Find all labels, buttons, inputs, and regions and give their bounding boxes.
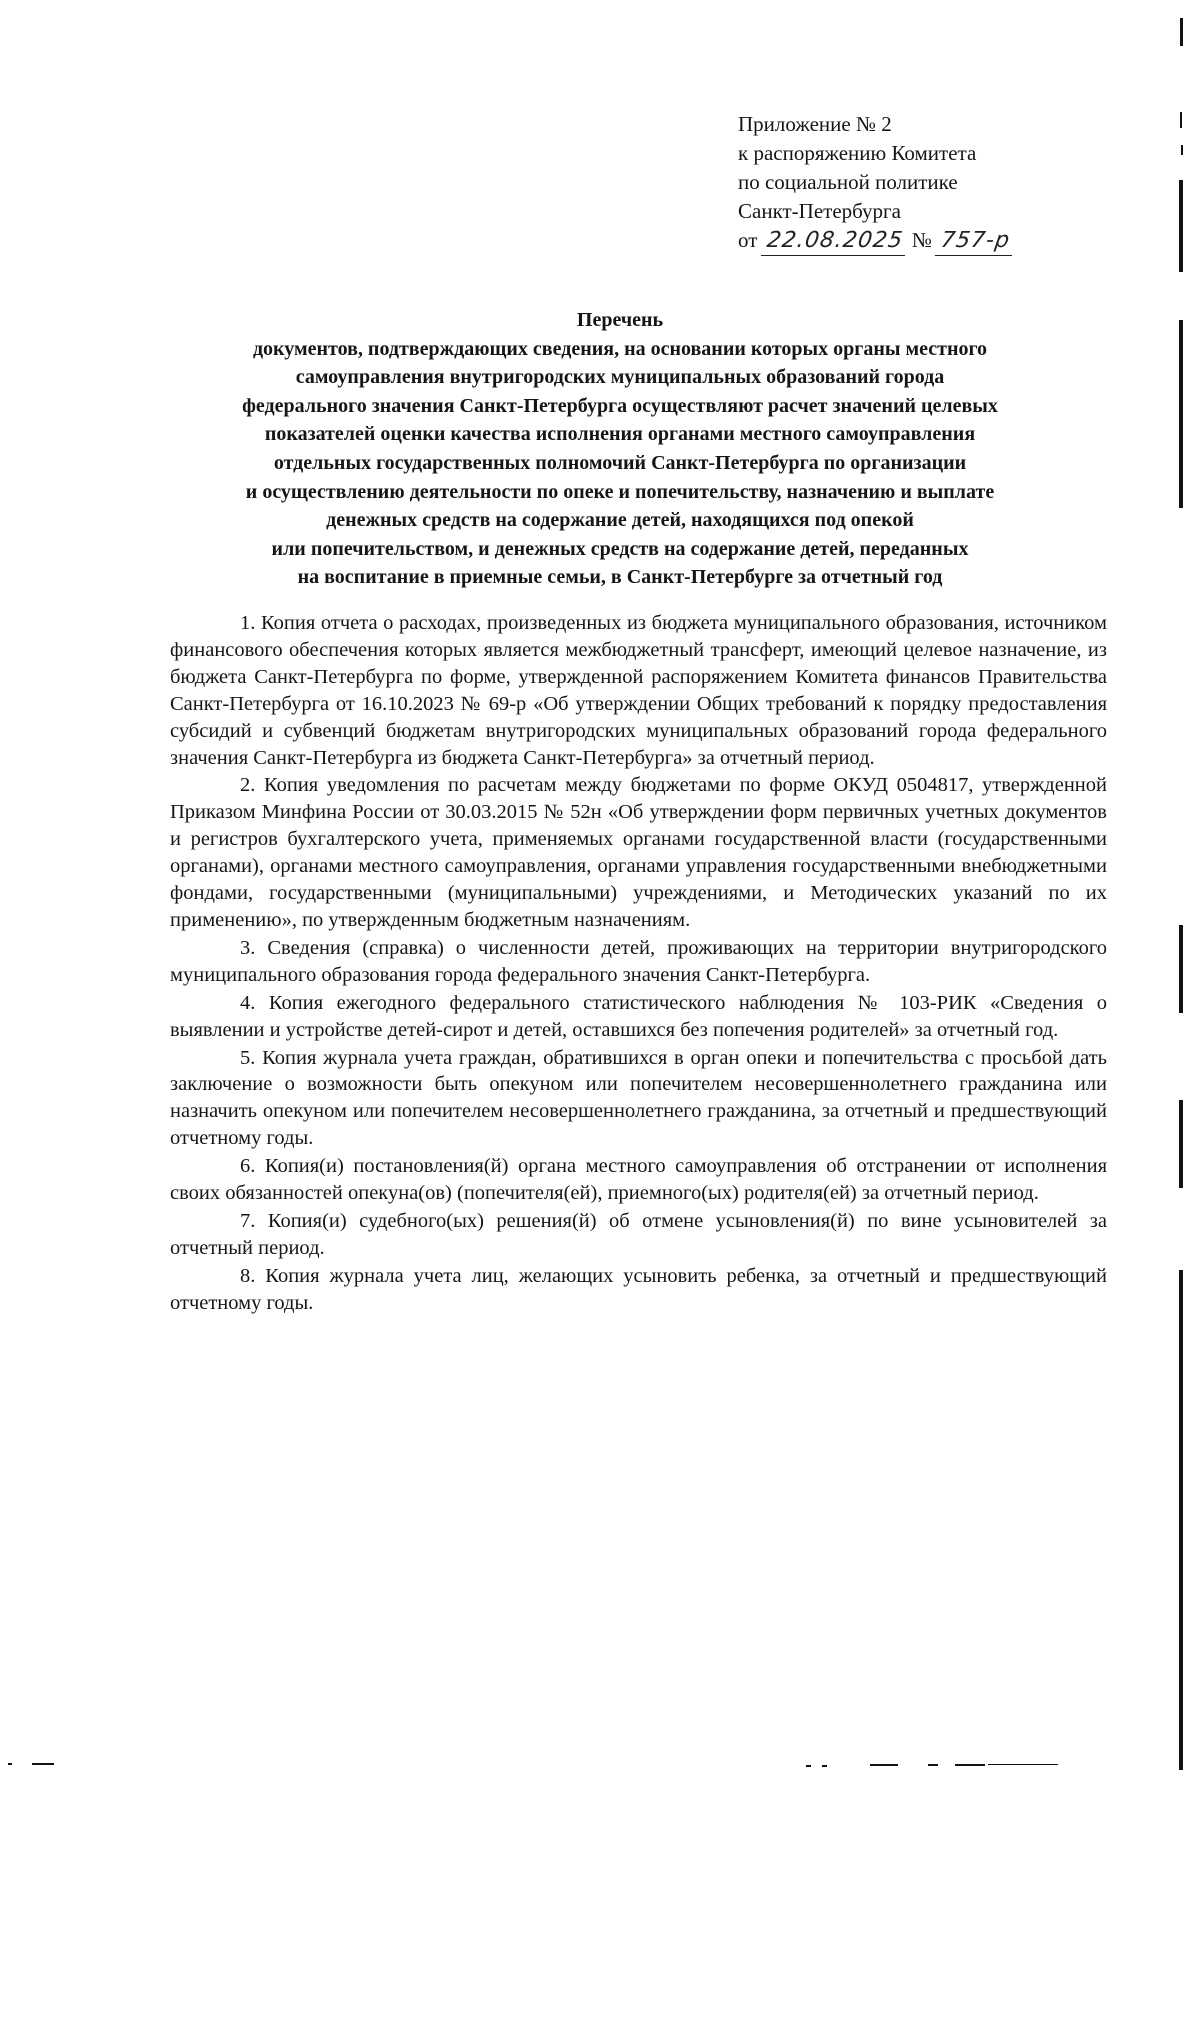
scan-mark (32, 1763, 54, 1765)
scan-mark (8, 1763, 12, 1765)
scan-mark (870, 1764, 898, 1766)
title-line: и осуществлению деятельности по опеке и попечительству, назначению и выплате (245, 480, 995, 503)
list-item-8: 8. Копия журнала учета лиц, желающих усыновить ребенка, за отчетный и предшествующий отчетному годы. (170, 1264, 1107, 1314)
scan-mark (1179, 925, 1183, 1013)
appendix-header (738, 110, 1014, 256)
scan-mark (1179, 320, 1183, 508)
handwritten-date: 22.08.2025 (761, 226, 909, 256)
scan-mark (822, 1765, 827, 1767)
appendix-city: Санкт-Петербурга (738, 199, 901, 223)
scan-mark (1181, 145, 1183, 155)
scan-mark (1180, 18, 1183, 46)
list-item-4: 4. Копия ежегодного федерального статистического наблюдения № 103-РИК «Сведения о выявлении и устройстве детей-сирот и детей, оставшихся без попечения родителей» за отчетный год. (170, 991, 1107, 1041)
scan-mark (806, 1765, 811, 1767)
title-line: на воспитание в приемные семьи, в Санкт-Петербурге за отчетный год (297, 566, 943, 589)
title-line: документов, подтверждающих сведения, на основании которых органы местного (252, 337, 988, 360)
list-item-1: 1. Копия отчета о расходах, произведенных из бюджета муниципального образования, источником финансового обеспечения которых является межбюджетный трансферт, имеющий целевое назначение, из бюджета Санкт-Петербурга по форме, утвержденной распоряжением Комитета финансов Правительства Санкт-Петербурга от 16.10.2023 № 69-р «Об утверждении Общих требований к порядку предоставления субсидий и субвенций бюджетам внутригородских муниципальных образований города федерального значения Санкт-Петербурга из бюджета Санкт-Петербурга» за отчетный период. (170, 612, 1107, 769)
list-item-3: 3. Сведения (справка) о численности детей, проживающих на территории внутригородского муниципального образования города федерального значения Санкт-Петербурга. (170, 936, 1107, 986)
list-item-6: 6. Копия(и) постановления(й) органа местного самоуправления об отстранении от исполнения своих обязанностей опекуна(ов) (попечителя(ей), приемного(ых) родителя(ей) за отчетный период. (170, 1155, 1107, 1205)
scan-mark (1179, 1270, 1183, 1770)
title-line: или попечительством, и денежных средств на содержание детей, переданных (271, 537, 969, 560)
scan-mark (928, 1764, 938, 1766)
number-label: № (911, 228, 932, 252)
title-line: федерального значения Санкт-Петербурга осуществляют расчет значений целевых (242, 394, 998, 417)
list-item-5: 5. Копия журнала учета граждан, обратившихся в орган опеки и попечительства с просьбой дать заключение о возможности быть опекуном или попечителем несовершеннолетнего гражданина или назначить опекуном или попечителем несовершеннолетнего гражданина, за отчетный и предшествующий отчетному годы. (170, 1046, 1107, 1150)
title-line: отдельных государственных полномочий Санкт-Петербурга по организации (273, 451, 967, 474)
scan-mark (955, 1764, 985, 1766)
document-list (170, 610, 1107, 1317)
title-line: самоуправления внутригородских муниципальных образований города (295, 366, 945, 389)
list-item-2: 2. Копия уведомления по расчетам между бюджетами по форме ОКУД 0504817, утвержденной Приказом Минфина России от 30.03.2015 № 52н «Об утверждении форм первичных учетных документов и регистров бухгалтерского учета, применяемых органами государственной власти (государственными органами), органами местного самоуправления, органами управления государственными внебюджетными фондами, государственными (муниципальными) учреждениями, и Методических указаний по их применению», по утвержденным бюджетным назначениям. (170, 774, 1107, 931)
list-item-7: 7. Копия(и) судебного(ых) решения(й) об отмене усыновления(й) по вине усыновителей за отчетный период. (170, 1209, 1107, 1259)
appendix-date-line (738, 226, 1014, 256)
handwritten-number: 757-р (935, 226, 1016, 256)
from-label: от (738, 228, 758, 252)
scan-mark (1180, 112, 1182, 128)
document-title (150, 306, 1090, 592)
scan-mark (1179, 180, 1183, 272)
scan-mark (1179, 1100, 1183, 1188)
title-line: денежных средств на содержание детей, находящихся под опекой (326, 509, 914, 532)
appendix-committee: по социальной политике (738, 170, 958, 194)
scan-mark (988, 1764, 1058, 1765)
title-heading: Перечень (576, 309, 664, 331)
appendix-number: Приложение № 2 (738, 112, 892, 136)
appendix-order-ref: к распоряжению Комитета (738, 141, 977, 165)
title-line: показателей оценки качества исполнения органами местного самоуправления (264, 423, 976, 446)
